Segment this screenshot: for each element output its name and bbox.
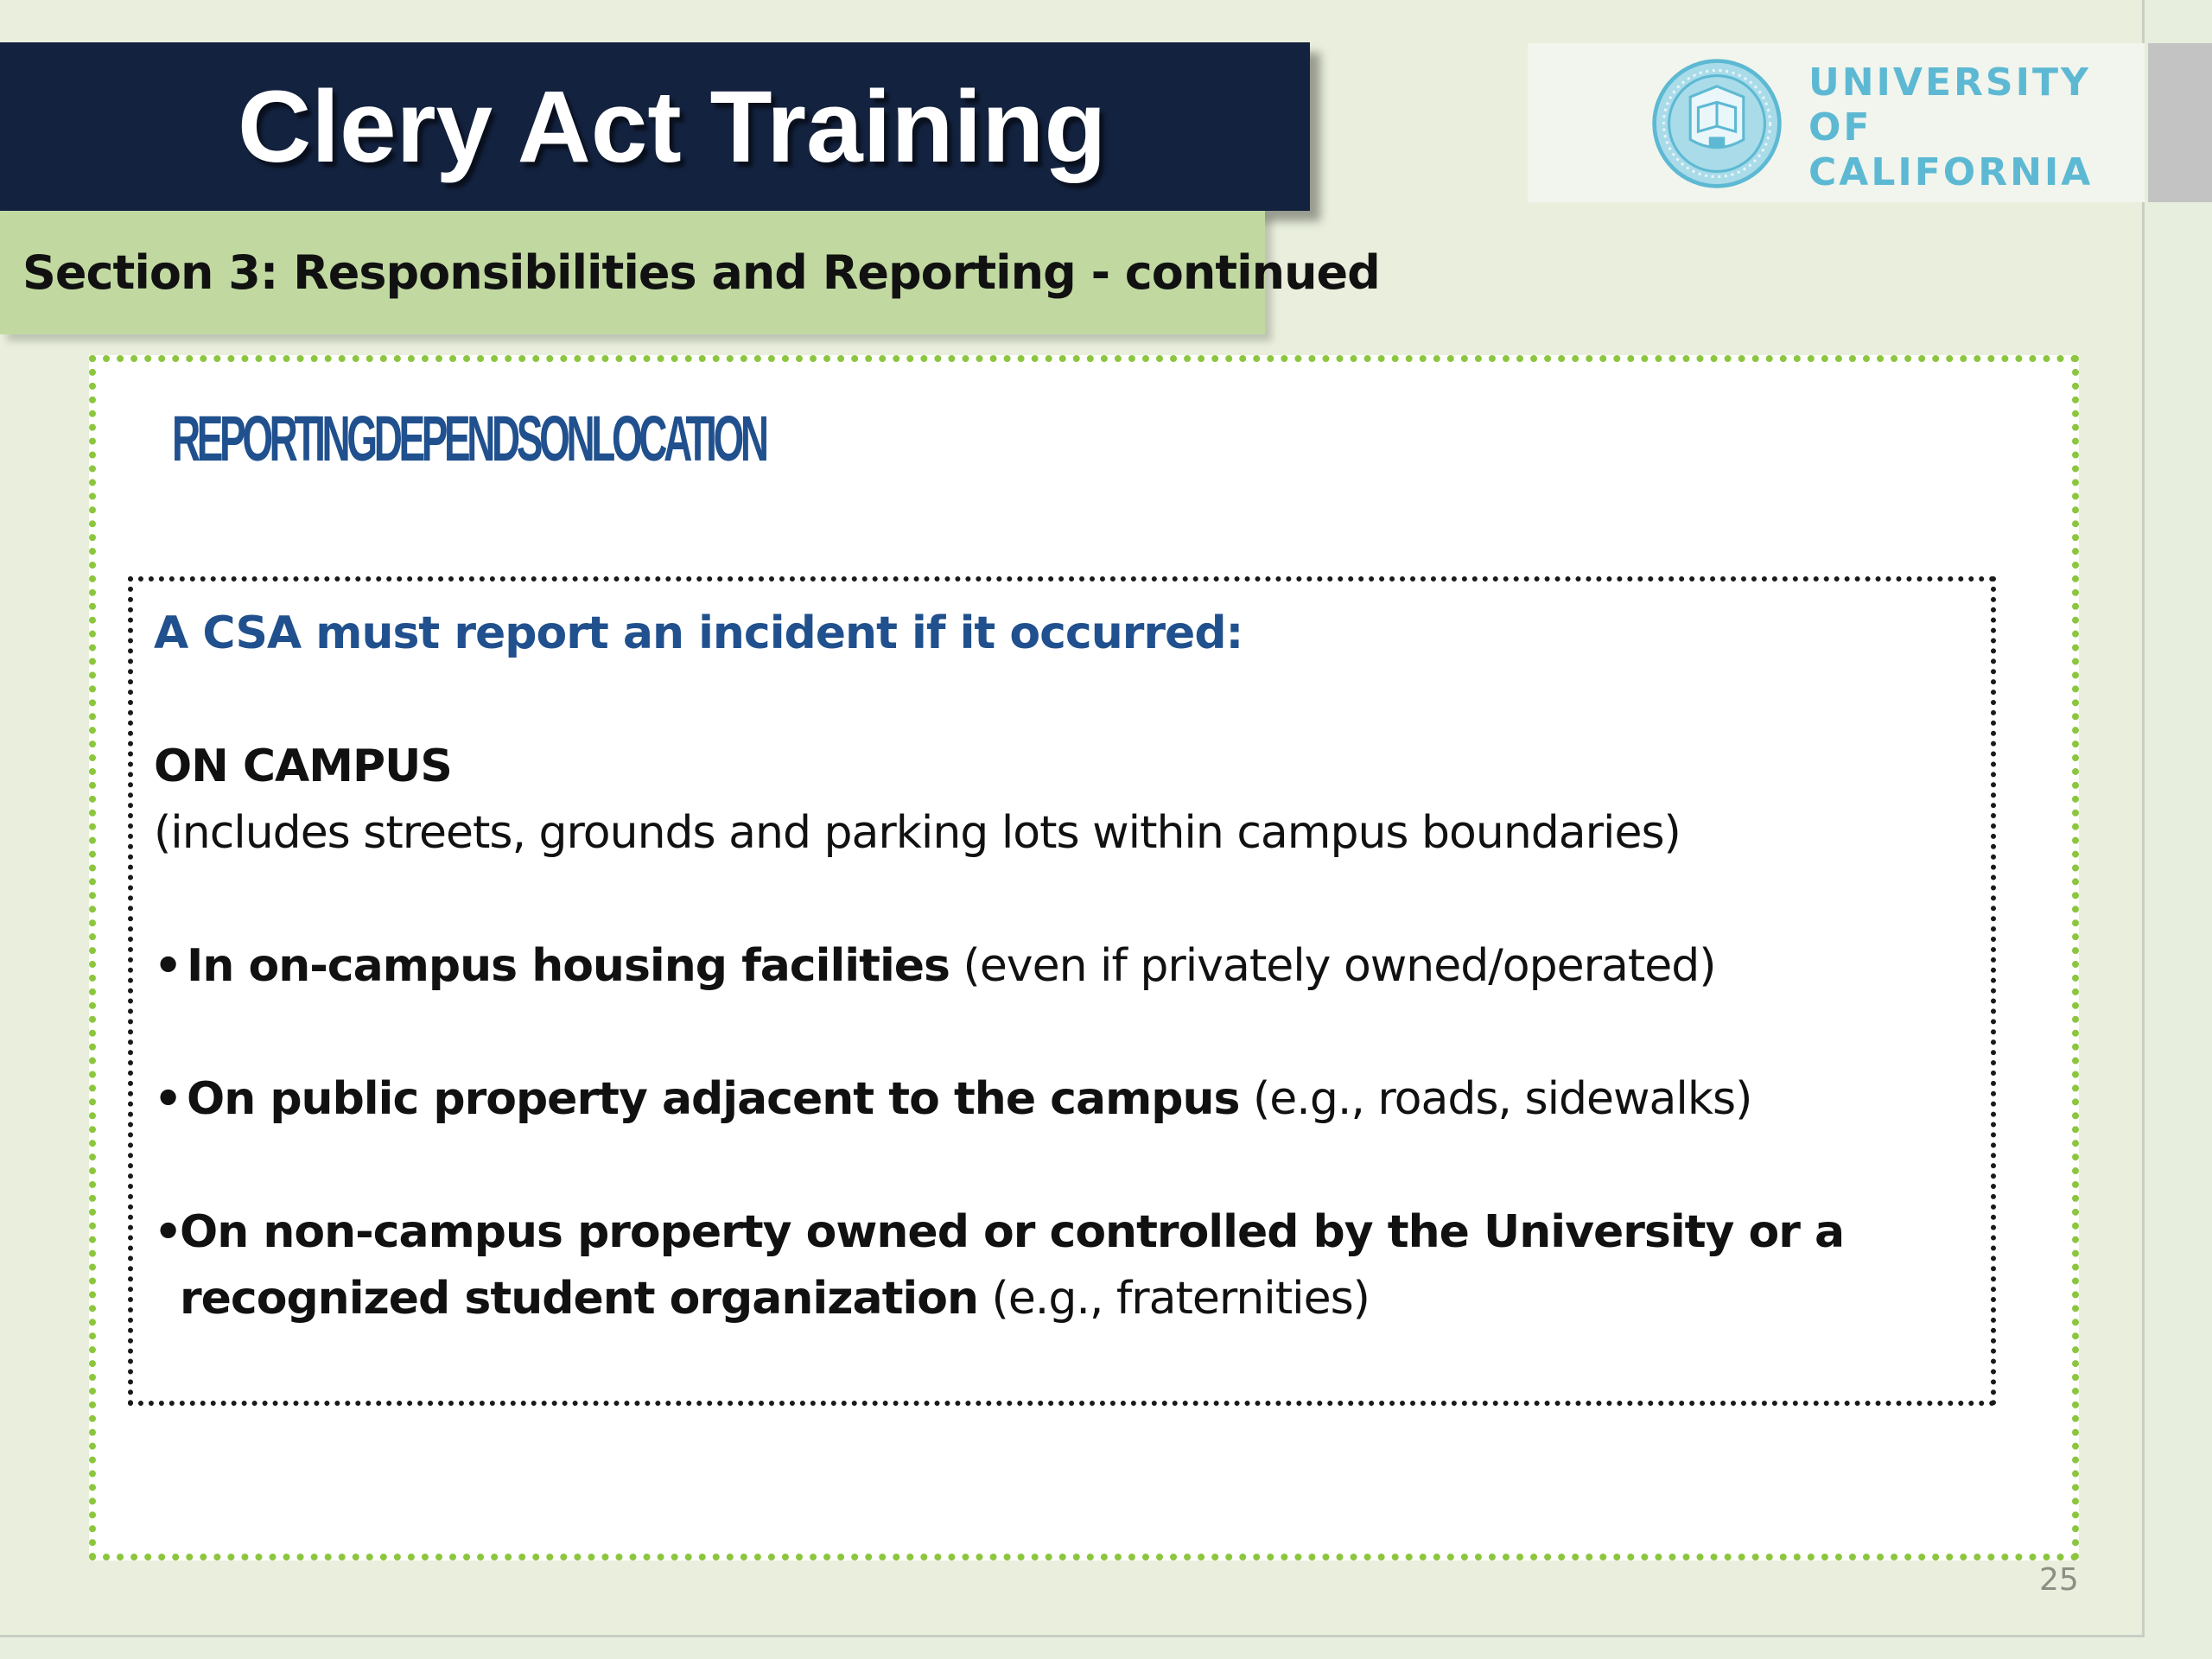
slide-title: Clery Act Training: [238, 70, 1107, 184]
logo-line-university: UNIVERSITY: [1808, 60, 2091, 105]
list-item-normal: (e.g., roads, sidewalks): [1239, 1073, 1752, 1125]
on-campus-note: (includes streets, grounds and parking lots within campus boundaries): [154, 807, 1681, 859]
list-item-text: [187, 1066, 1751, 1133]
spacer: [154, 867, 1968, 933]
page-number: 25: [2039, 1562, 2079, 1598]
list-item-bold: On public property adjacent to the campus: [187, 1073, 1240, 1125]
list-item: [154, 933, 1968, 1000]
spacer: [154, 667, 1968, 734]
bullet-icon: •: [154, 1206, 182, 1258]
list-item: [154, 1066, 1968, 1133]
section-subtitle: Section 3: Responsibilities and Reporting - continued: [22, 245, 1380, 300]
bullet-icon: •: [154, 940, 182, 992]
scroll-tab[interactable]: [2148, 43, 2212, 202]
logo-wordmark: [1808, 60, 2093, 195]
list-item-bold: In on-campus housing facilities: [187, 940, 950, 992]
logo-line-california: CALIFORNIA: [1808, 150, 2094, 194]
title-bar: [0, 42, 1310, 211]
list-item-bold: On non-campus property owned or controlled by the University or a recognized student organization: [180, 1206, 1845, 1325]
reporting-locations-text: [154, 601, 1968, 1332]
university-logo: [1528, 43, 2145, 202]
reporting-locations-box: [128, 576, 1996, 1406]
spacer: [154, 1133, 1968, 1199]
lead-statement: A CSA must report an incident if it occurred:: [154, 607, 1243, 659]
list-item-text: [187, 933, 1716, 1000]
bullet-icon: •: [154, 1073, 182, 1125]
spacer: [154, 1000, 1968, 1066]
list-item-normal: (even if privately owned/operated): [950, 940, 1716, 992]
list-item-normal: (e.g., fraternities): [978, 1273, 1370, 1325]
content-heading: REPORTINGDEPENDSONLOCATION: [172, 403, 766, 474]
on-campus-title: ON CAMPUS: [154, 741, 452, 792]
list-item: [154, 1199, 1968, 1332]
university-seal-icon: [1650, 57, 1783, 190]
section-bar: [0, 211, 1380, 334]
list-item-text: [180, 1199, 1882, 1332]
logo-line-of: OF: [1808, 105, 1872, 149]
content-panel: [89, 355, 2079, 1560]
